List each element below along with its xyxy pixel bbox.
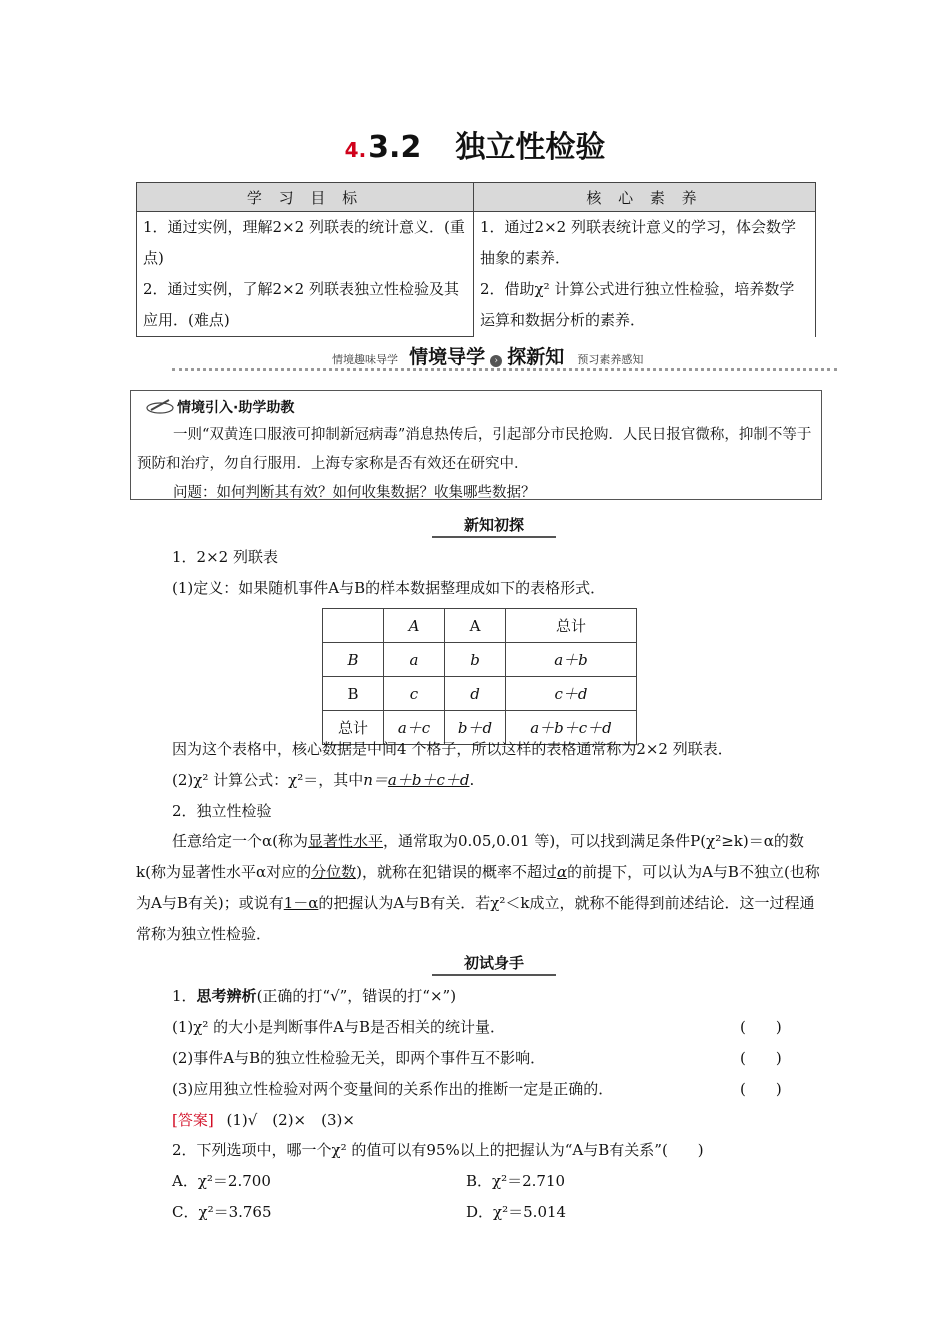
ct-cell: b＋d xyxy=(445,711,506,745)
ct-cell: c xyxy=(384,677,445,711)
objectives-head-left: 学 习 目 标 xyxy=(137,183,474,212)
q1-number: 1． xyxy=(172,987,197,1005)
term-significance: 显著性水平 xyxy=(307,832,383,850)
arrow-circle-icon: › xyxy=(490,355,502,367)
term-alpha: α xyxy=(556,863,568,881)
term-one-minus-alpha: 1－α xyxy=(283,894,319,912)
ct-cell: B xyxy=(323,643,384,677)
objective-left-2: 2．通过实例，了解2×2 列联表独立性检验及其应用．(难点) xyxy=(143,280,459,329)
ct-cell: 总计 xyxy=(506,609,637,643)
para-part: ，通常取为0.05,0.01 等)，可以找到满足条件P(χ²≥k)＝α的数k(称为显著性水平α对应的 xyxy=(136,832,804,881)
para-part: 的把握认为A与B有关．若χ²＜k成立，就称不能得到前述结论．这一过程通常称为独立性检验． xyxy=(136,894,815,943)
banner-right: 预习素养感知 xyxy=(577,353,644,366)
ct-cell: A xyxy=(445,609,506,643)
judge-item-2: (2)事件A与B的独立性检验无关，即两个事件互不影响． xyxy=(172,1049,546,1067)
objectives-table xyxy=(136,182,816,337)
practice-tag: 初试身手 xyxy=(432,952,556,976)
banner-left: 情境趣味导学 xyxy=(332,353,398,366)
banner-main1: 情境导学 xyxy=(409,346,486,368)
scene-box xyxy=(130,390,822,500)
section-title: 独立性检验 xyxy=(455,130,606,165)
new-knowledge-tag: 新知初探 xyxy=(432,514,556,538)
contingency-table xyxy=(322,608,637,745)
scene-text: 一则“双黄连口服液可抑制新冠病毒”消息热传后，引起部分市民抢购．人民日报官微称，抑制不等于预防和治疗，勿自行服用．上海专家称是否有效还在研究中． xyxy=(137,427,812,472)
question-1 xyxy=(172,985,456,1006)
option-a: A．χ²＝2.700 xyxy=(172,1172,271,1190)
answer-text: (1)√ (2)× (3)× xyxy=(226,1111,355,1129)
q1-title: 思考辨析 xyxy=(196,987,257,1005)
independence-paragraph xyxy=(136,826,822,950)
ct-cell: A xyxy=(384,609,445,643)
banner-main2: 探新知 xyxy=(507,346,565,368)
option-c: C．χ²＝3.765 xyxy=(172,1203,272,1221)
ct-cell: a xyxy=(384,643,445,677)
question-2: 2．下列选项中，哪一个χ² 的值可以有95%以上的把握认为“A与B有关系”( ) xyxy=(172,1141,704,1159)
option-b: B．χ²＝2.710 xyxy=(466,1172,566,1190)
page-title xyxy=(0,122,950,166)
ct-cell: c＋d xyxy=(506,677,637,711)
formula-line xyxy=(172,769,474,790)
definition-text: (1)定义：如果随机事件A与B的样本数据整理成如下的表格形式． xyxy=(172,579,606,597)
answer-label: [答案] xyxy=(172,1111,214,1129)
section-banner xyxy=(172,342,837,371)
scene-question: 问题：如何判断其有效？如何收集数据？收集哪些数据？ xyxy=(173,485,536,501)
ct-cell xyxy=(323,609,384,643)
heading-independence: 2．独立性检验 xyxy=(172,802,272,820)
formula-prefix: (2)χ² 计算公式：χ²＝，其中 xyxy=(172,771,364,789)
section-number: 3.2 xyxy=(368,130,422,165)
ct-cell: a＋c xyxy=(384,711,445,745)
ct-cell: d xyxy=(445,677,506,711)
q1-instruction: (正确的打“√”，错误的打“×”) xyxy=(256,987,457,1005)
pencil-icon xyxy=(145,398,175,414)
option-d: D．χ²＝5.014 xyxy=(466,1203,567,1221)
answer-blank-2: ( ) xyxy=(740,1049,782,1067)
chapter-number: 4. xyxy=(344,138,367,162)
ct-cell: B xyxy=(323,677,384,711)
formula-n: n＝ xyxy=(363,771,388,789)
ct-cell: b xyxy=(445,643,506,677)
objective-left-1: 1．通过实例，理解2×2 列联表的统计意义．(重点) xyxy=(143,218,465,267)
judge-item-1: (1)χ² 的大小是判断事件A与B是否相关的统计量． xyxy=(172,1018,505,1036)
formula-end: . xyxy=(469,771,475,789)
ct-cell: 总计 xyxy=(323,711,384,745)
heading-contingency: 1．2×2 列联表 xyxy=(172,548,278,566)
term-quantile: 分位数 xyxy=(311,863,357,881)
ct-cell: a＋b＋c＋d xyxy=(506,711,637,745)
answer-blank-3: ( ) xyxy=(740,1080,782,1098)
para-part: 的前提下，可以认为A与B不独立(也称为A与B有关)；或说有 xyxy=(136,863,820,912)
formula-sum: a＋b＋c＋d xyxy=(387,771,470,789)
after-table-text: 因为这个表格中，核心数据是中间4 个格子，所以这样的表格通常称为2×2 列联表． xyxy=(172,740,733,758)
para-part: 任意给定一个α(称为 xyxy=(172,832,308,850)
scene-header: 情境引入·助学助教 xyxy=(177,400,295,416)
ct-cell: a＋b xyxy=(506,643,637,677)
answer-line xyxy=(172,1109,355,1130)
answer-blank-1: ( ) xyxy=(740,1018,782,1036)
objective-right-2: 2．借助χ² 计算公式进行独立性检验，培养数学运算和数据分析的素养． xyxy=(480,280,795,329)
objectives-head-right: 核 心 素 养 xyxy=(474,183,816,212)
judge-item-3: (3)应用独立性检验对两个变量间的关系作出的推断一定是正确的． xyxy=(172,1080,614,1098)
para-part: )，就称在犯错误的概率不超过 xyxy=(356,863,557,881)
objective-right-1: 1．通过2×2 列联表统计意义的学习，体会数学抽象的素养． xyxy=(480,218,796,267)
